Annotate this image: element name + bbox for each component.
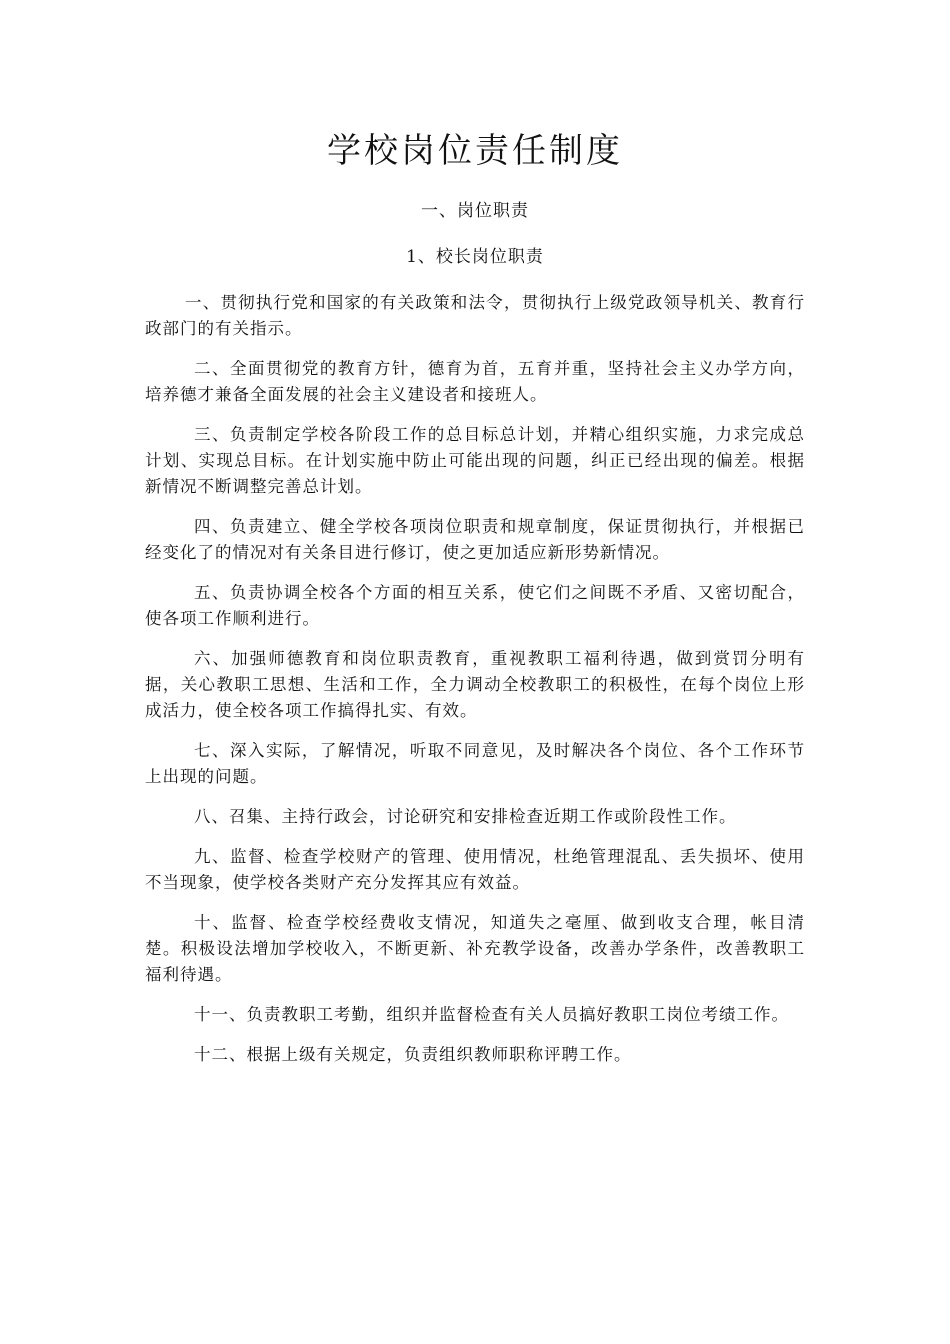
duty-item-9: 九、监督、检查学校财产的管理、使用情况，杜绝管理混乱、丢失损坏、使用不当现象，使学校各类财产充分发挥其应有效益。 — [145, 847, 805, 892]
duty-item-7: 七、深入实际，了解情况，听取不同意见，及时解决各个岗位、各个工作环节上出现的问题。 — [145, 741, 805, 786]
duty-item-11: 十一、负责教职工考勤，组织并监督检查有关人员搞好教职工岗位考绩工作。 — [194, 1005, 789, 1024]
duty-item-4: 四、负责建立、健全学校各项岗位职责和规章制度，保证贯彻执行，并根据已经变化了的情况对有关条目进行修订，使之更加适应新形势新情况。 — [145, 517, 805, 562]
subsection-heading: 1、校长岗位职责 — [406, 247, 544, 267]
duty-item-10: 十、监督、检查学校经费收支情况，知道失之毫厘、做到收支合理，帐目清楚。积极设法增加学校收入，不断更新、补充教学设备，改善办学条件，改善教职工福利待遇。 — [145, 913, 805, 984]
duty-item-5: 五、负责协调全校各个方面的相互关系，使它们之间既不矛盾、又密切配合，使各项工作顺利进行。 — [145, 583, 805, 628]
duty-item-12: 十二、根据上级有关规定，负责组织教师职称评聘工作。 — [194, 1045, 632, 1064]
duty-item-2: 二、全面贯彻党的教育方针，德育为首，五育并重，坚持社会主义办学方向，培养德才兼备全面发展的社会主义建设者和接班人。 — [145, 359, 805, 404]
duty-item-6: 六、加强师德教育和岗位职责教育，重视教职工福利待遇，做到赏罚分明有据，关心教职工思想、生活和工作，全力调动全校教职工的积极性，在每个岗位上形成活力，使全校各项工作搞得扎实、有效。 — [145, 649, 805, 720]
duty-item-1: 一、贯彻执行党和国家的有关政策和法令，贯彻执行上级党政领导机关、教育行政部门的有关指示。 — [145, 293, 805, 338]
duty-list — [145, 290, 805, 1082]
document-title: 学校岗位责任制度 — [327, 131, 623, 171]
duty-item-3: 三、负责制定学校各阶段工作的总目标总计划，并精心组织实施，力求完成总计划、实现总目标。在计划实施中防止可能出现的问题，纠正已经出现的偏差。根据新情况不断调整完善总计划。 — [145, 425, 805, 496]
duty-item-8: 八、召集、主持行政会，讨论研究和安排检查近期工作或阶段性工作。 — [194, 807, 737, 826]
section-heading: 一、岗位职责 — [421, 201, 529, 221]
